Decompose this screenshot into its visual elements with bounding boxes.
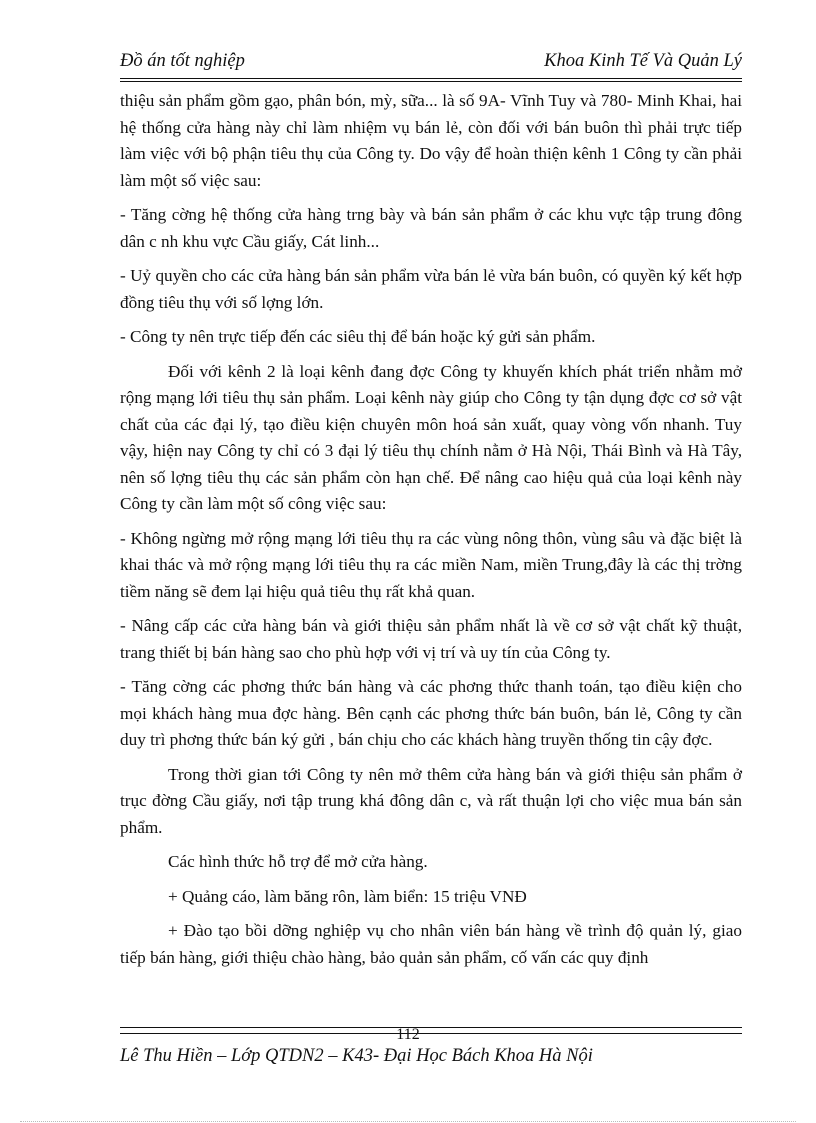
page-edge-divider [20, 1121, 796, 1122]
paragraph: - Uỷ quyền cho các cửa hàng bán sản phẩm vừa bán lẻ vừa bán buôn, có quyền ký kết hợp đồng tiêu thụ với số lợng lớn. [120, 266, 742, 312]
paragraph: Các hình thức hỗ trợ để mở cửa hàng. [168, 852, 428, 871]
header-left: Đồ án tốt nghiệp [120, 51, 245, 71]
paragraph: + Đào tạo bồi dỡng nghiệp vụ cho nhân viên bán hàng về trình độ quản lý, giao tiếp bán hàng, giới thiệu chào hàng, bảo quản sản phẩm, cố vấn các quy định [120, 921, 742, 967]
header-right: Khoa Kinh Tế Và Quản Lý [544, 51, 742, 71]
paragraph: - Công ty nên trực tiếp đến các siêu thị để bán hoặc ký gửi sản phẩm. [120, 327, 596, 346]
paragraph: Trong thời gian tới Công ty nên mở thêm cửa hàng bán và giới thiệu sản phẩm ở trục đờng Cầu giấy, nơi tập trung khá đông dân c, và rất thuận lợi cho việc mua bán sản phẩm. [120, 764, 742, 837]
paragraph: - Không ngừng mở rộng mạng lới tiêu thụ ra các vùng nông thôn, vùng sâu và đặc biệt là khai thác và mở rộng mạng lới tiêu thụ ra các miền Nam, miền Trung,đây là các thị trờng tiềm năng sẽ đem lại hiệu quả tiêu thụ rất khả quan. [120, 528, 742, 601]
paragraph: + Quảng cáo, làm băng rôn, làm biển: 15 triệu VNĐ [168, 886, 527, 906]
page-header [120, 50, 742, 79]
paragraph: - Tăng cờng các phơng thức bán hàng và các phơng thức thanh toán, tạo điều kiện cho mọi khách hàng mua đợc hàng. Bên cạnh các phơng thức bán buôn, bán lẻ, Công ty cần duy trì phơng thức bán ký gửi , bán chịu cho các khách hàng truyền thống tin cậy đợc. [120, 677, 742, 749]
paragraph: - Tăng cờng hệ thống cửa hàng trng bày và bán sản phẩm ở các khu vực tập trung đông dân c nh khu vực Cầu giấy, Cát linh... [120, 205, 742, 251]
document-body [120, 88, 742, 971]
paragraph: thiệu sản phẩm gồm gạo, phân bón, mỳ, sữa... là số 9A- Vĩnh Tuy và 780- Minh Khai, hai hệ thống cửa hàng này chỉ làm nhiệm vụ bán lẻ, còn đối với bán buôn thì phải trực tiếp làm việc với bộ phận tiêu thụ của Công ty. Do vậy để hoàn thiện kênh 1 Công ty cần phải làm một số việc sau: [120, 91, 742, 190]
page-number: 112 [396, 1026, 420, 1043]
paragraph: Đối với kênh 2 là loại kênh đang đợc Công ty khuyến khích phát triển nhằm mở rộng mạng lới tiêu thụ sản phẩm. Loại kênh này giúp cho Công ty tận dụng đợc cơ sở vật chất của các đại lý, tạo điều kiện chuyên môn hoá sản xuất, quay vòng vốn nhanh. Tuy vậy, hiện nay Công ty chỉ có 3 đại lý tiêu thụ chính nằm ở Hà Nội, Thái Bình và Hà Tây, nên số lợng tiêu thụ các sản phẩm còn hạn chế. Để nâng cao hiệu quả của loại kênh này Công ty cần làm một số công việc sau: [120, 361, 742, 513]
page-footer: Lê Thu Hiền – Lớp QTDN2 – K43- Đại Học Bách Khoa Hà Nội [120, 1046, 593, 1066]
paragraph: - Nâng cấp các cửa hàng bán và giới thiệu sản phẩm nhất là về cơ sở vật chất kỹ thuật, trang thiết bị bán hàng sao cho phù hợp với vị trí và uy tín của Công ty. [120, 616, 742, 662]
